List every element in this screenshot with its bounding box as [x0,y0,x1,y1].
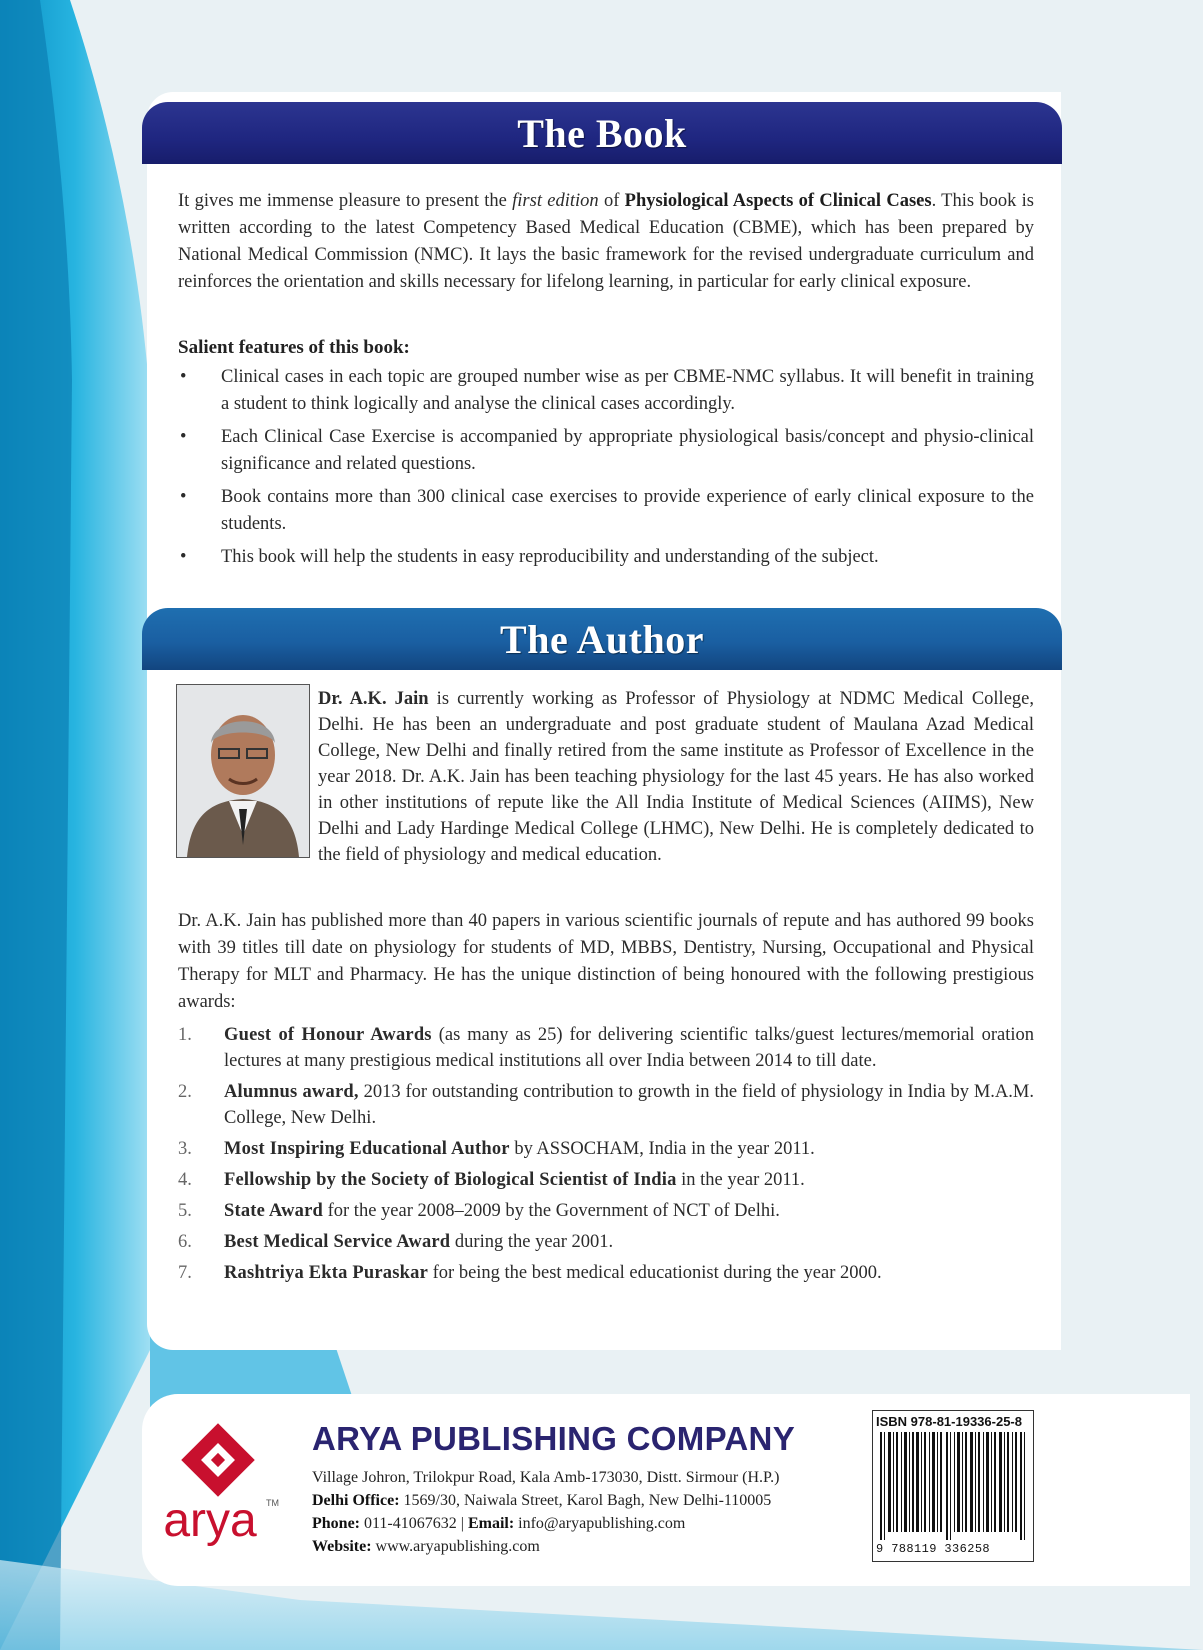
award-number: 2. [178,1082,192,1102]
award-item [178,1260,1034,1286]
award-number: 6. [178,1232,192,1252]
award-detail: for being the best medical educationist during the year 2000. [428,1263,882,1283]
publisher-name: ARYA PUBLISHING COMPANY [312,1420,795,1457]
award-title: Fellowship by the Society of Biological Scientist of India [224,1170,677,1190]
author-portrait-image [177,685,309,857]
isbn-digits: 9 788119 336258 [876,1542,991,1556]
email-label: Email: [467,1515,515,1532]
publisher-address: Village Johron, Trilokpur Road, Kala Amb-173030, Distt. Sirmour (H.P.) [312,1469,780,1486]
trademark-mark: TM [266,1498,279,1508]
intro-text-2: of [598,191,625,211]
book-heading: The Book [517,110,687,156]
award-title: Guest of Honour Awards [224,1025,432,1045]
author-photo [176,684,310,858]
phone-label: Phone: [312,1515,360,1532]
feature-text: Each Clinical Case Exercise is accompanied by appropriate physiological basis/concept and physio-clinical significance and related questions. [221,427,1034,474]
publisher-address-block [312,1466,779,1558]
intro-text-3: . This book is written according to the latest Competency Based Medical Education (CBME), which has been prepared by National Medical Commission (NMC). It lays the basic framework for the revised undergraduate curriculum and reinforces the orientation and skills necessary for lifelong learning, in particular for early clinical exposure. [178,191,1034,292]
feature-text: This book will help the students in easy reproducibility and understanding of the subject. [221,547,879,567]
email-address: info@aryapublishing.com [514,1515,686,1532]
feature-text: Book contains more than 300 clinical case exercises to provide experience of early clinical exposure to the students. [221,487,1034,534]
author-heading: The Author [500,616,704,662]
feature-item [178,424,1034,478]
arya-logo-icon [154,1420,284,1560]
contact-line [312,1512,779,1535]
awards-list [178,1022,1034,1291]
delhi-office-address: 1569/30, Naiwala Street, Karol Bagh, New Delhi-110005 [399,1492,772,1509]
bullet-icon: • [180,367,187,387]
phone-number: 011-41067632 | [360,1515,468,1532]
feature-item [178,484,1034,538]
award-detail: (as many as 25) for delivering scientific talks/guest lectures/memorial oration lectures at many prestigious medical institutions all over India between 2014 to till date. [224,1025,1034,1071]
barcode-icon [880,1432,1032,1540]
website-line [312,1535,779,1558]
award-detail: in the year 2011. [676,1170,805,1190]
isbn-label: ISBN 978-81-19336-25-8 [876,1414,1022,1429]
feature-item [178,544,1034,571]
website-url: www.aryapublishing.com [371,1538,540,1555]
author-section-banner [142,608,1062,670]
award-title: Rashtriya Ekta Puraskar [224,1263,428,1283]
award-title: State Award [224,1201,323,1221]
award-item [178,1136,1034,1162]
delhi-office [312,1489,779,1512]
award-number: 7. [178,1263,192,1283]
award-item [178,1198,1034,1224]
first-edition-text: first edition [512,191,599,211]
award-detail: by ASSOCHAM, India in the year 2011. [509,1139,815,1159]
bullet-icon: • [180,487,187,507]
award-number: 3. [178,1139,192,1159]
bullet-icon: • [180,427,187,447]
award-title: Most Inspiring Educational Author [224,1139,510,1159]
award-item [178,1022,1034,1074]
feature-text: Clinical cases in each topic are grouped number wise as per CBME-NMC syllabus. It will benefit in training a student to think logically and analyse the clinical cases accordingly. [221,367,1034,414]
award-title: Best Medical Service Award [224,1232,451,1252]
features-list [178,364,1034,577]
award-item [178,1229,1034,1255]
website-label: Website: [312,1538,372,1555]
features-title: Salient features of this book: [178,337,410,358]
award-title: Alumnus award, [224,1082,359,1102]
intro-text-1: It gives me immense pleasure to present the [178,191,513,211]
award-detail: for the year 2008–2009 by the Government of NCT of Delhi. [322,1201,780,1221]
book-title: Physiological Aspects of Clinical Cases [624,191,932,211]
author-publications: Dr. A.K. Jain has published more than 40 papers in various scientific journals of repute and has authored 99 books with 39 titles till date on physiology for students of MD, MBBS, Dentistry, Nursing, Occupational and Physical Therapy for MLT and Pharmacy. He has the unique distinction of being honoured with the following prestigious awards: [178,911,1034,1012]
author-bio-text: is currently working as Professor of Physiology at NDMC Medical College, Delhi. He has been an undergraduate and post graduate student of Maulana Azad Medical College, New Delhi and finally retired from the same institute as Professor of Excellence in the year 2018. Dr. A.K. Jain has been teaching physiology for the last 45 years. He has also worked in other institutions of repute like the All India Institute of Medical Sciences (AIIMS), New Delhi and Lady Hardinge Medical College (LHMC), New Delhi. He is completely dedicated to the field of physiology and medical education. [318,689,1034,865]
award-item [178,1079,1034,1131]
author-name: Dr. A.K. Jain [318,689,429,709]
award-item [178,1167,1034,1193]
award-number: 5. [178,1201,192,1221]
book-intro [178,188,1034,296]
book-section-banner [142,102,1062,164]
award-detail: during the year 2001. [450,1232,614,1252]
arya-logo [154,1420,284,1560]
award-number: 1. [178,1025,192,1045]
award-number: 4. [178,1170,192,1190]
award-detail: 2013 for outstanding contribution to growth in the field of physiology in India by M.A.M. College, New Delhi. [224,1082,1034,1128]
feature-item [178,364,1034,418]
delhi-office-label: Delhi Office: [312,1492,400,1509]
logo-wordmark: arya [163,1494,257,1547]
bullet-icon: • [180,547,187,567]
